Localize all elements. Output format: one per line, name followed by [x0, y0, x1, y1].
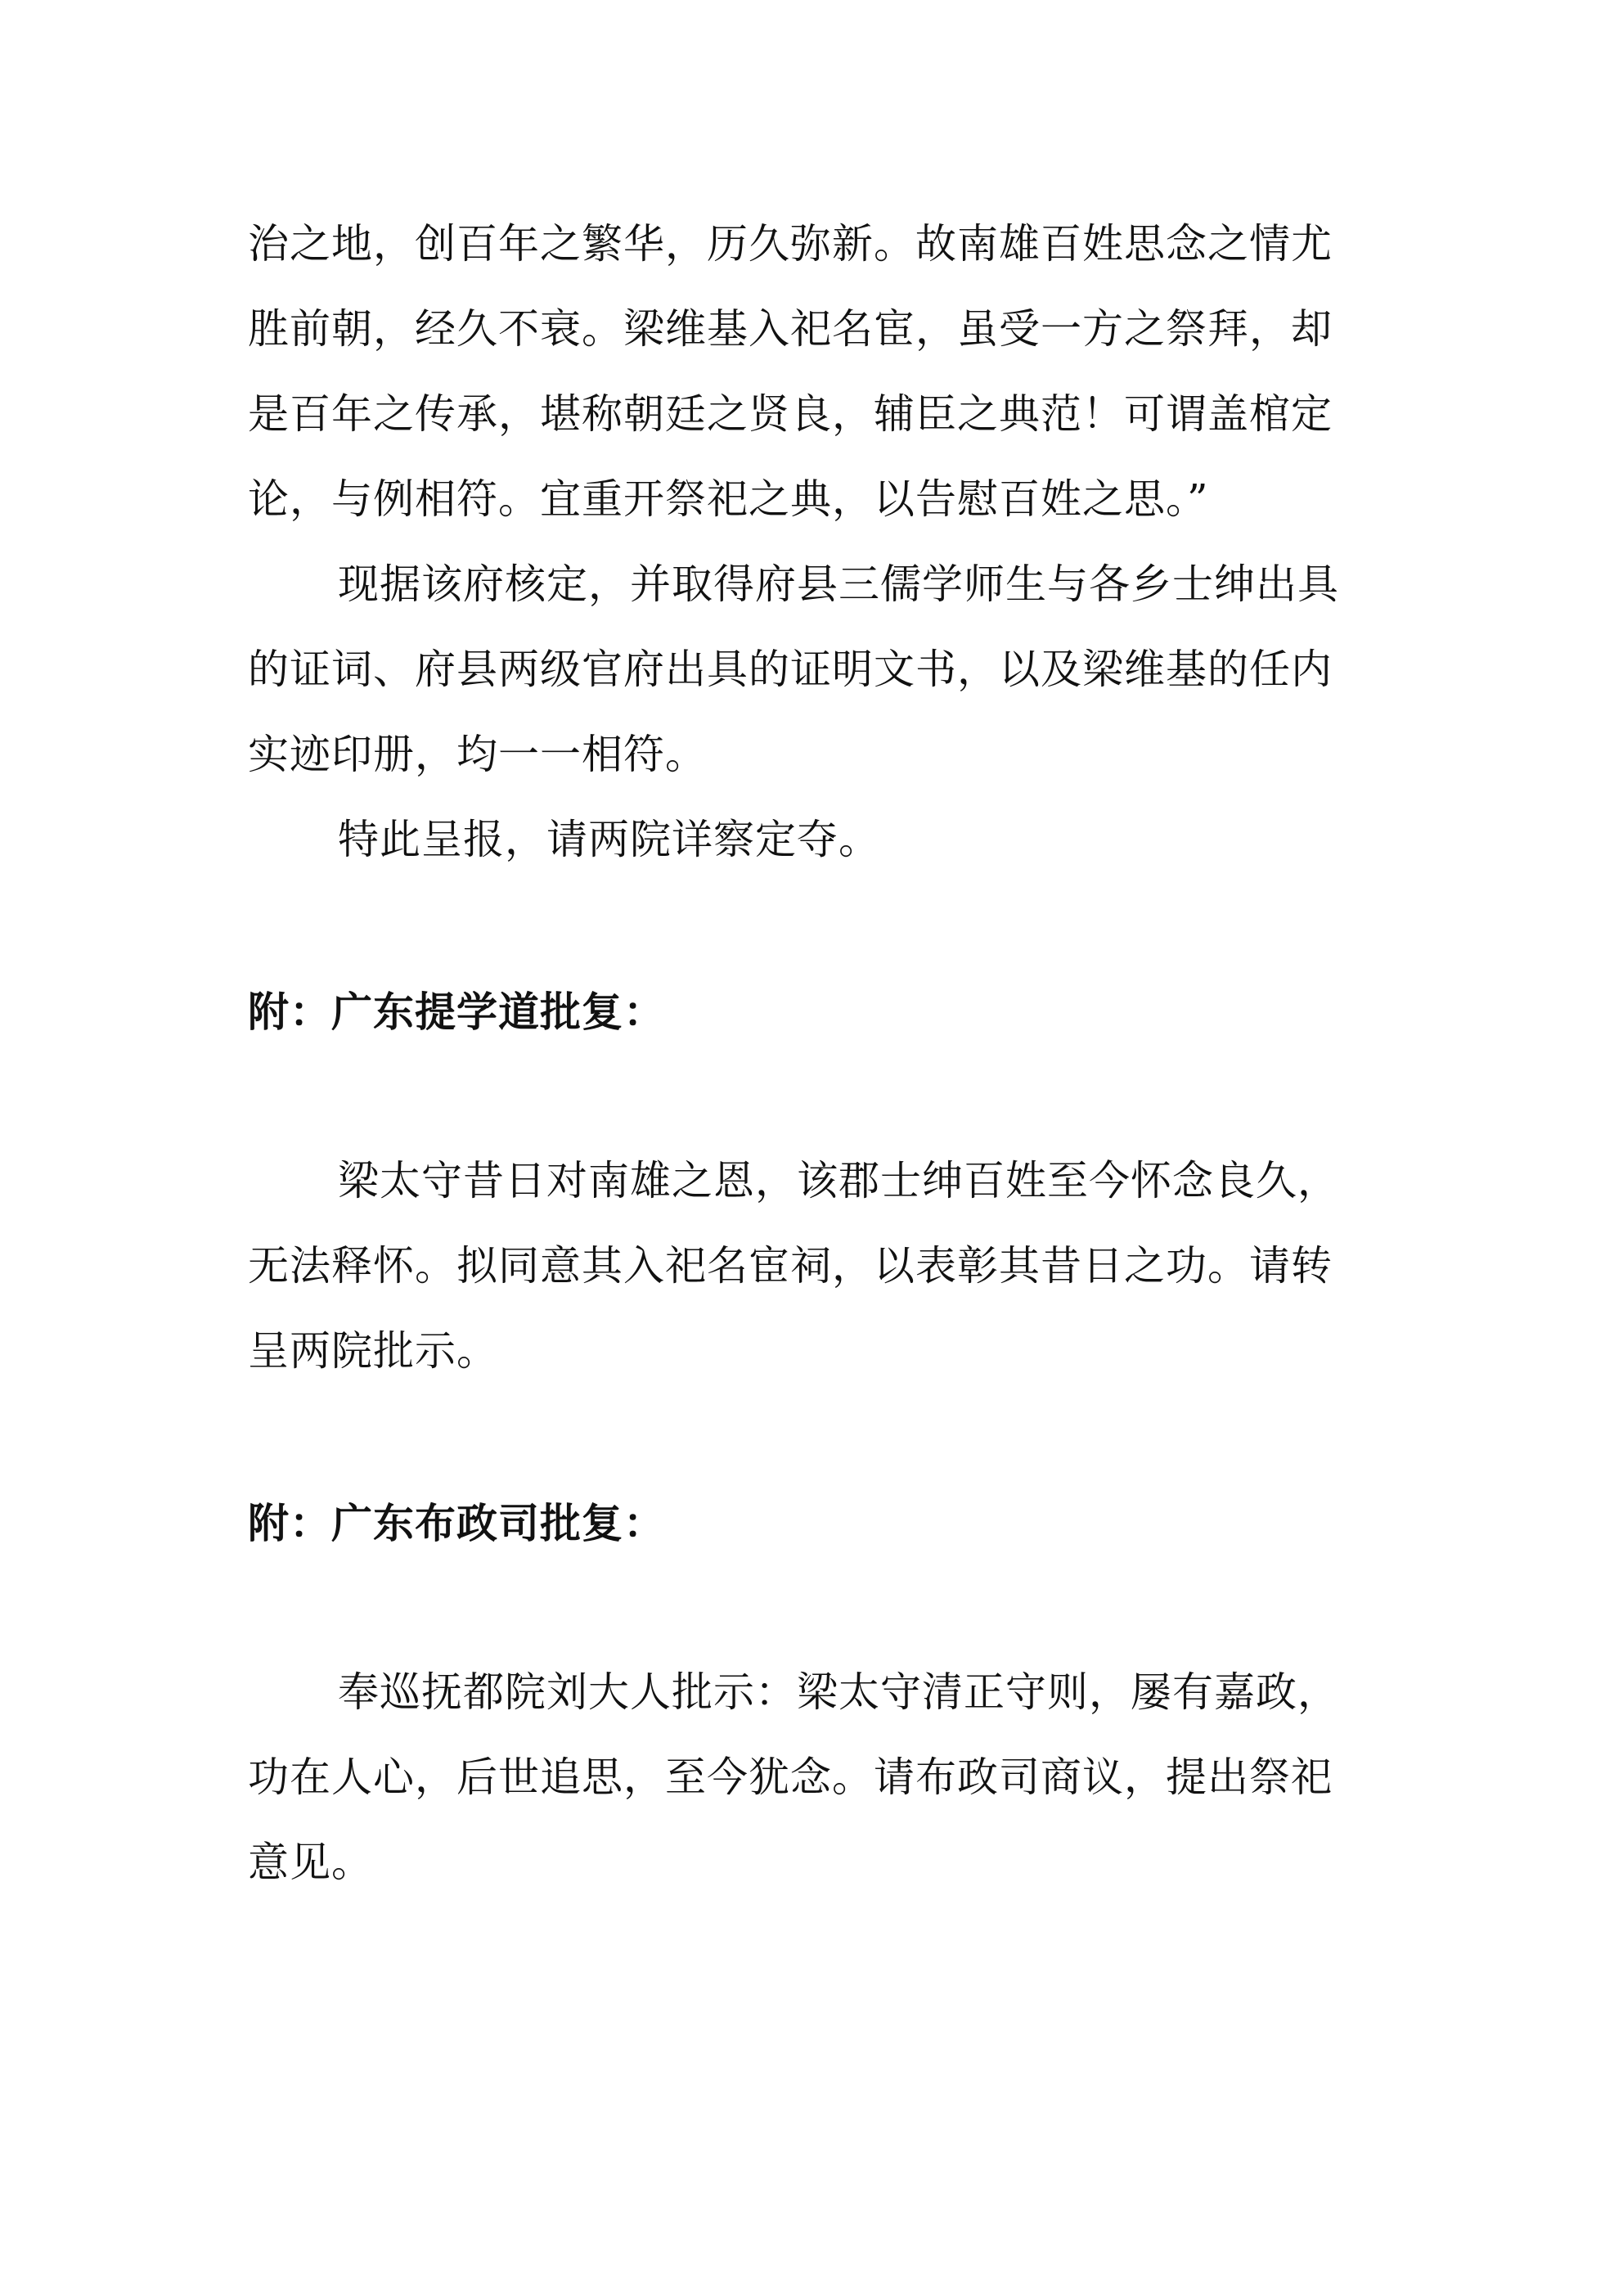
paragraph-line: 实迹印册，均一一相符。 [248, 731, 707, 778]
closing-line: 特此呈报，请两院详察定夺。 [338, 816, 880, 863]
appendix-heading-education: 附：广东提学道批复： [248, 988, 665, 1036]
paragraph-line: 意见。 [248, 1839, 373, 1886]
paragraph-line: 奉巡抚都院刘大人批示：梁太守清正守则，屡有嘉政， [338, 1668, 1339, 1716]
appendix-heading-administration: 附：广东布政司批复： [248, 1500, 665, 1547]
paragraph-line: 呈两院批示。 [248, 1327, 498, 1375]
paragraph-line: 无法释怀。拟同意其入祀名宦祠，以表彰其昔日之功。请转 [248, 1242, 1333, 1290]
paragraph-line: 是百年之传承，堪称朝廷之贤良，辅臣之典范！可谓盖棺定 [248, 390, 1333, 438]
paragraph-line: 梁太守昔日对南雄之恩，该郡士绅百姓至今怀念良久， [338, 1157, 1339, 1204]
paragraph-line: 胜前朝，经久不衰。梁维基入祀名宦，虽受一方之祭拜，却 [248, 305, 1333, 353]
paragraph-line: 功在人心，后世追思，至今犹念。请布政司商议，提出祭祀 [248, 1754, 1333, 1801]
paragraph-line: 治之地，创百年之繁华，历久弥新。故南雄百姓思念之情尤 [248, 220, 1333, 268]
paragraph-line: 现据该府核定，并取得府县三儒学师生与各乡士绅出具 [338, 560, 1339, 608]
paragraph-line: 的证词、府县两级官府出具的证明文书，以及梁维基的任内 [248, 646, 1333, 693]
paragraph-line: 论，与例相符。宜重开祭祀之典，以告慰百姓之思。” [248, 475, 1209, 523]
